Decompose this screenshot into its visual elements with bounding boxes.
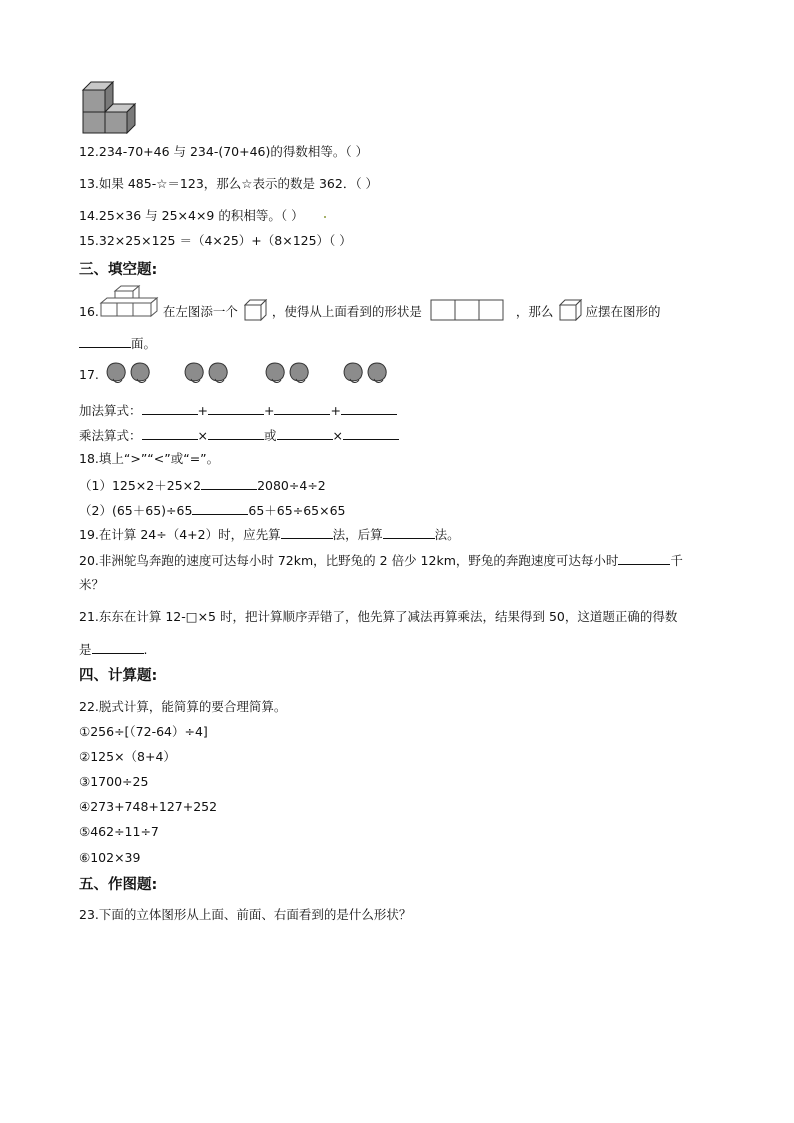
q21-text-3: .	[143, 642, 148, 657]
q18-p2-right: 65＋65÷65×65	[248, 503, 346, 518]
question-16-cont	[79, 333, 156, 353]
q21-text-2: 是	[79, 642, 92, 657]
or-word: 或	[264, 428, 277, 443]
single-cube-icon	[244, 299, 268, 321]
question-13: 13.如果 485-☆＝123，那么☆表示的数是 362．（ ）	[79, 176, 379, 191]
question-15: 15.32×25×125 ＝（4×25）+（8×125）（ ）	[79, 233, 352, 248]
section-4-title: 四、计算题:	[79, 668, 158, 684]
question-16	[79, 299, 660, 321]
section-3-title: 三、填空题:	[79, 262, 158, 278]
q16-text-2: ，使得从上面看到的形状是	[271, 304, 422, 319]
plus-sign: +	[197, 403, 208, 418]
cube-arrangement-figure	[99, 285, 161, 321]
answer-blank[interactable]	[274, 400, 330, 415]
answer-blank[interactable]	[277, 425, 333, 440]
question-20	[79, 550, 683, 570]
times-sign: ×	[197, 428, 208, 443]
question-21: 21.东东在计算 12-□×5 时，把计算顺序弄错了，他先算了减法再算乘法，结果得到 50，这道题正确的得数	[79, 609, 678, 624]
calc-item-4: ④273+748+127+252	[79, 799, 218, 814]
question-14: 14.25×36 与 25×4×9 的积相等。（ ）	[79, 208, 304, 223]
question-19	[79, 524, 460, 544]
q16-text-1: 在左图添一个	[162, 304, 238, 319]
answer-blank[interactable]	[208, 400, 264, 415]
answer-blank[interactable]	[281, 524, 333, 539]
q19-text-3: 法。	[434, 527, 460, 542]
answer-blank[interactable]	[383, 524, 435, 539]
q17-number: 17.	[79, 367, 99, 382]
question-23: 23.下面的立体图形从上面、前面、右面看到的是什么形状？	[79, 907, 412, 922]
answer-blank[interactable]	[618, 550, 670, 565]
q18-p1-left: （1）125×2＋25×2	[79, 478, 202, 493]
calc-item-2: ②125×（8+4）	[79, 749, 176, 764]
plus-sign: +	[330, 403, 341, 418]
calc-item-1: ①256÷[（72-64）÷4]	[79, 724, 208, 739]
addition-label: 加法算式：	[79, 403, 142, 418]
top-view-shape	[430, 299, 506, 321]
stray-mark	[324, 216, 326, 218]
calc-item-6: ⑥102×39	[79, 850, 141, 865]
multiplication-label: 乘法算式：	[79, 428, 142, 443]
q18-p1-right: 2080÷4÷2	[257, 478, 326, 493]
answer-blank[interactable]	[79, 333, 131, 348]
calc-item-3: ③1700÷25	[79, 774, 149, 789]
q16-text-4: 应摆在图形的	[585, 304, 661, 319]
peach-group-1	[103, 357, 155, 385]
answer-blank[interactable]	[343, 425, 399, 440]
calc-item-5: ⑤462÷11÷7	[79, 824, 159, 839]
single-cube-icon-2	[559, 299, 583, 321]
times-sign: ×	[332, 428, 343, 443]
peach-group-2	[181, 357, 233, 385]
answer-blank[interactable]	[192, 500, 248, 515]
answer-blank[interactable]	[208, 425, 264, 440]
peach-group-4	[340, 357, 392, 385]
question-18-part-1	[79, 475, 326, 495]
answer-blank[interactable]	[142, 425, 198, 440]
question-18-title: 18.填上“>”“<”或“=”。	[79, 451, 220, 466]
q16-text-3: ，那么	[515, 304, 554, 319]
question-20-cont: 米？	[79, 577, 105, 592]
q16-number: 16.	[79, 304, 99, 319]
question-18-part-2	[79, 500, 345, 520]
answer-blank[interactable]	[142, 400, 198, 415]
q20-text-2: 千	[670, 553, 683, 568]
question-22-title: 22.脱式计算，能简算的要合理简算。	[79, 699, 287, 714]
plus-sign: +	[264, 403, 275, 418]
multiplication-expression	[79, 425, 399, 445]
stacked-cubes-figure	[79, 78, 139, 134]
peach-group-3	[262, 357, 314, 385]
question-12: 12.234-70+46 与 234-(70+46)的得数相等。（ ）	[79, 144, 369, 159]
q19-text-1: 19.在计算 24÷（4+2）时，应先算	[79, 527, 281, 542]
q19-text-2: 法，后算	[332, 527, 383, 542]
answer-blank[interactable]	[92, 639, 144, 654]
section-5-title: 五、作图题:	[79, 877, 158, 893]
q16-text-5: 面。	[131, 336, 157, 351]
answer-blank[interactable]	[201, 475, 257, 490]
q18-p2-left: （2）(65＋65)÷65	[79, 503, 193, 518]
addition-expression	[79, 400, 397, 420]
answer-blank[interactable]	[341, 400, 397, 415]
q20-text-1: 20.非洲鸵鸟奔跑的速度可达每小时 72km，比野兔的 2 倍少 12km，野兔的奔跑速度可达每小时	[79, 553, 619, 568]
question-21-cont	[79, 639, 148, 659]
